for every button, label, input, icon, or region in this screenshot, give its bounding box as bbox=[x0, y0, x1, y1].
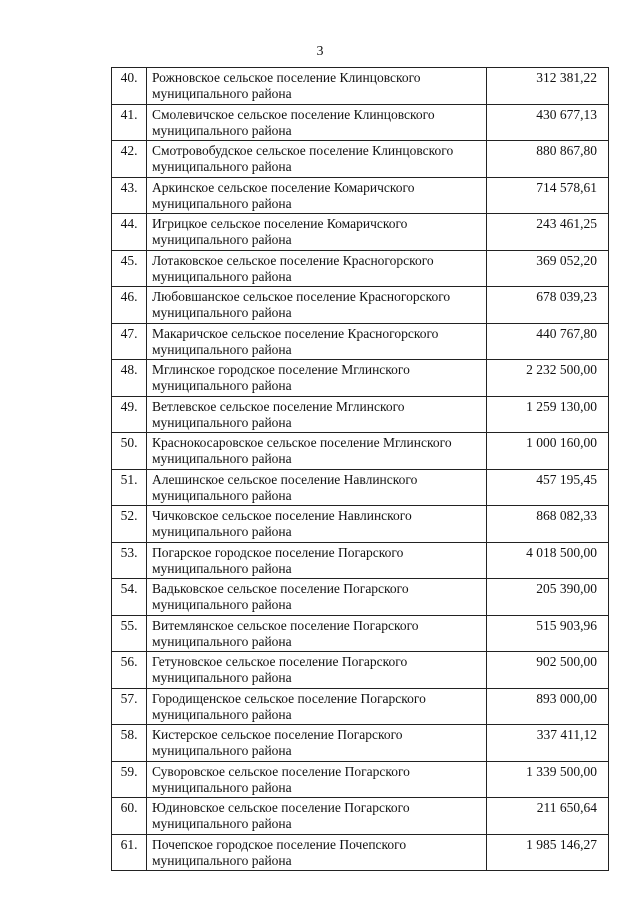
row-number-cell: 57. bbox=[112, 688, 147, 725]
table-row bbox=[112, 360, 609, 397]
amount-cell: 312 381,22 bbox=[487, 68, 609, 105]
settlement-name-cell: Мглинское городское поселение Мглинского муниципального района bbox=[147, 360, 487, 397]
row-number-cell: 54. bbox=[112, 579, 147, 616]
amount-cell: 457 195,45 bbox=[487, 469, 609, 506]
settlement-name-cell: Погарское городское поселение Погарского муниципального района bbox=[147, 542, 487, 579]
amount-cell: 515 903,96 bbox=[487, 615, 609, 652]
row-number-cell: 50. bbox=[112, 433, 147, 470]
table-row bbox=[112, 579, 609, 616]
amount-cell: 1 259 130,00 bbox=[487, 396, 609, 433]
amount-cell: 4 018 500,00 bbox=[487, 542, 609, 579]
settlement-name-cell: Игрицкое сельское поселение Комаричского муниципального района bbox=[147, 214, 487, 251]
table-row bbox=[112, 433, 609, 470]
settlement-name-cell: Смотровобудское сельское поселение Клинцовского муниципального района bbox=[147, 141, 487, 178]
row-number-cell: 58. bbox=[112, 725, 147, 762]
settlement-name-cell: Почепское городское поселение Почепского муниципального района bbox=[147, 834, 487, 871]
amount-cell: 1 985 146,27 bbox=[487, 834, 609, 871]
row-number-cell: 43. bbox=[112, 177, 147, 214]
table-row bbox=[112, 652, 609, 689]
settlement-name-cell: Рожновское сельское поселение Клинцовского муниципального района bbox=[147, 68, 487, 105]
row-number-cell: 55. bbox=[112, 615, 147, 652]
settlement-name-cell: Краснокосаровское сельское поселение Мглинского муниципального района bbox=[147, 433, 487, 470]
settlement-name-cell: Чичковское сельское поселение Навлинского муниципального района bbox=[147, 506, 487, 543]
row-number-cell: 44. bbox=[112, 214, 147, 251]
row-number-cell: 42. bbox=[112, 141, 147, 178]
amount-cell: 337 411,12 bbox=[487, 725, 609, 762]
table-row bbox=[112, 323, 609, 360]
table-row bbox=[112, 688, 609, 725]
table-row bbox=[112, 141, 609, 178]
row-number-cell: 47. bbox=[112, 323, 147, 360]
amount-cell: 243 461,25 bbox=[487, 214, 609, 251]
amount-cell: 868 082,33 bbox=[487, 506, 609, 543]
amount-cell: 902 500,00 bbox=[487, 652, 609, 689]
row-number-cell: 53. bbox=[112, 542, 147, 579]
table-row bbox=[112, 469, 609, 506]
settlements-table bbox=[111, 67, 609, 871]
row-number-cell: 40. bbox=[112, 68, 147, 105]
settlement-name-cell: Смолевичское сельское поселение Клинцовского муниципального района bbox=[147, 104, 487, 141]
row-number-cell: 61. bbox=[112, 834, 147, 871]
table-row bbox=[112, 761, 609, 798]
amount-cell: 211 650,64 bbox=[487, 798, 609, 835]
page-number: 3 bbox=[316, 44, 324, 59]
table-row bbox=[112, 250, 609, 287]
row-number-cell: 52. bbox=[112, 506, 147, 543]
amount-cell: 2 232 500,00 bbox=[487, 360, 609, 397]
row-number-cell: 59. bbox=[112, 761, 147, 798]
amount-cell: 369 052,20 bbox=[487, 250, 609, 287]
amount-cell: 714 578,61 bbox=[487, 177, 609, 214]
amount-cell: 205 390,00 bbox=[487, 579, 609, 616]
settlement-name-cell: Вадьковское сельское поселение Погарского муниципального района bbox=[147, 579, 487, 616]
amount-cell: 893 000,00 bbox=[487, 688, 609, 725]
settlement-name-cell: Ветлевское сельское поселение Мглинского муниципального района bbox=[147, 396, 487, 433]
table-row bbox=[112, 615, 609, 652]
table-row bbox=[112, 506, 609, 543]
settlement-name-cell: Лотаковское сельское поселение Красногорского муниципального района bbox=[147, 250, 487, 287]
amount-cell: 880 867,80 bbox=[487, 141, 609, 178]
table-body bbox=[112, 68, 609, 871]
table-row bbox=[112, 542, 609, 579]
table-row bbox=[112, 68, 609, 105]
amount-cell: 1 000 160,00 bbox=[487, 433, 609, 470]
amount-cell: 678 039,23 bbox=[487, 287, 609, 324]
table-row bbox=[112, 214, 609, 251]
row-number-cell: 45. bbox=[112, 250, 147, 287]
table-row bbox=[112, 287, 609, 324]
table-row bbox=[112, 396, 609, 433]
settlement-name-cell: Кистерское сельское поселение Погарского муниципального района bbox=[147, 725, 487, 762]
table-row bbox=[112, 798, 609, 835]
row-number-cell: 41. bbox=[112, 104, 147, 141]
settlement-name-cell: Аркинское сельское поселение Комаричского муниципального района bbox=[147, 177, 487, 214]
row-number-cell: 48. bbox=[112, 360, 147, 397]
amount-cell: 440 767,80 bbox=[487, 323, 609, 360]
row-number-cell: 60. bbox=[112, 798, 147, 835]
settlement-name-cell: Городищенское сельское поселение Погарского муниципального района bbox=[147, 688, 487, 725]
amount-cell: 430 677,13 bbox=[487, 104, 609, 141]
row-number-cell: 46. bbox=[112, 287, 147, 324]
row-number-cell: 51. bbox=[112, 469, 147, 506]
table-row bbox=[112, 834, 609, 871]
row-number-cell: 49. bbox=[112, 396, 147, 433]
settlement-name-cell: Макаричское сельское поселение Красногорского муниципального района bbox=[147, 323, 487, 360]
settlement-name-cell: Любовшанское сельское поселение Красногорского муниципального района bbox=[147, 287, 487, 324]
amount-cell: 1 339 500,00 bbox=[487, 761, 609, 798]
settlement-name-cell: Юдиновское сельское поселение Погарского муниципального района bbox=[147, 798, 487, 835]
settlement-name-cell: Алешинское сельское поселение Навлинского муниципального района bbox=[147, 469, 487, 506]
settlement-name-cell: Суворовское сельское поселение Погарского муниципального района bbox=[147, 761, 487, 798]
settlement-name-cell: Витемлянское сельское поселение Погарского муниципального района bbox=[147, 615, 487, 652]
table-row bbox=[112, 177, 609, 214]
settlement-name-cell: Гетуновское сельское поселение Погарского муниципального района bbox=[147, 652, 487, 689]
row-number-cell: 56. bbox=[112, 652, 147, 689]
table-row bbox=[112, 104, 609, 141]
table-row bbox=[112, 725, 609, 762]
